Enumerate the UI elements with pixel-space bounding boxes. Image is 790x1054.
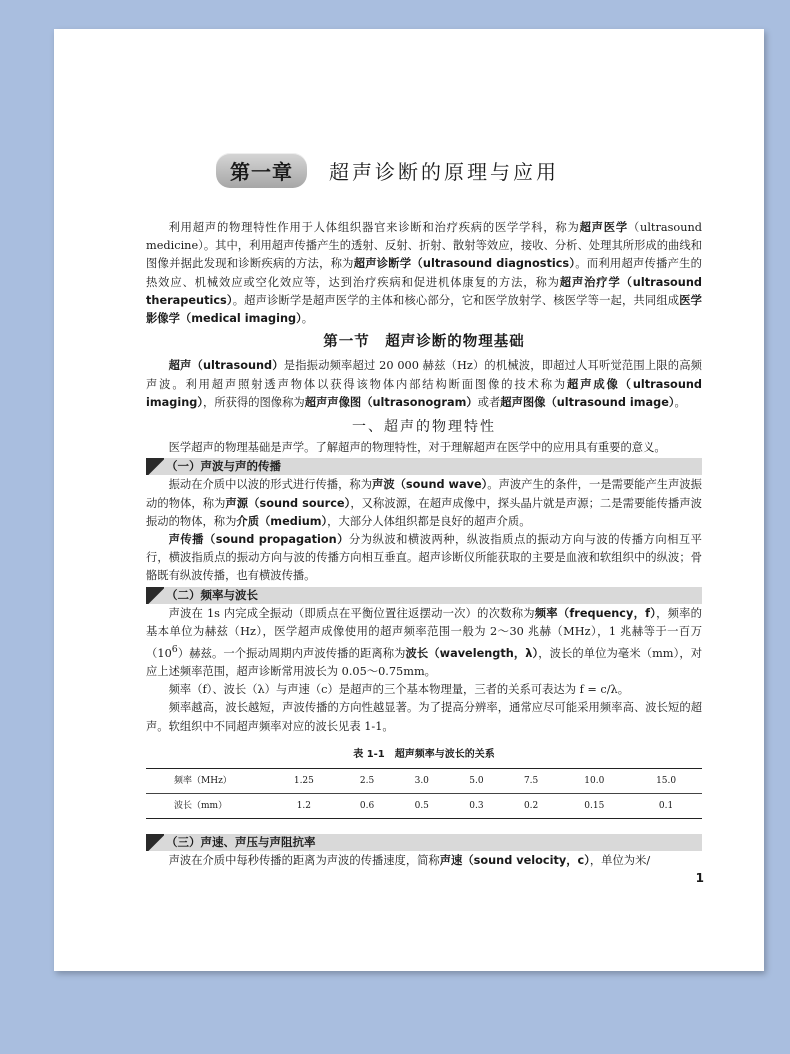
chapter-heading — [216, 153, 559, 188]
table-cell: 5.0 — [449, 769, 504, 794]
table-cell: 0.15 — [584, 801, 605, 812]
intro-paragraph: 利用超声的物理特性作用于人体组织器官来诊断和治疗疾病的医学学科，称为超声医学（ultrasound medicine）。其中，利用超声传播产生的透射、反射、折射、散射等效应，接收、分析、处理其所形成的曲线和图像并据此发现和诊断疾病的方法，称为超声诊断学（ultrasound diagnostics）。而利用超声传播产生的热效应、机械效应或空化效应等，达到治疗疾病和促进机体康复的方法，称为超声治疗学（ultrasound therapeutics）。超声诊断学是超声医学的主体和核心部分，它和医学放射学、核医学等一起，共同组成医学影像学（medical imaging）。 — [146, 221, 702, 326]
velocity-paragraph: 声波在介质中每秒传播的距离为声波的传播速度，简称声速（sound velocity，c），单位为米/ — [168, 854, 651, 868]
resolution-paragraph: 频率越高，波长越短，声波传播的方向性越显著。为了提高分辨率，通常应尽可能采用频率高、波长短的超声。软组织中不同超声频率对应的波长见表 1-1。 — [146, 701, 702, 733]
frequency-wavelength-table — [146, 768, 702, 819]
table-cell: 0.5 — [414, 801, 429, 812]
table-cell: 0.6 — [359, 801, 375, 812]
chapter-number-badge: 第一章 — [216, 153, 307, 188]
table-cell: 0.2 — [523, 801, 539, 812]
table-title: 表 1-1 超声频率与波长的关系 — [353, 748, 495, 760]
propagation-paragraph: 声传播（sound propagation）分为纵波和横波两种，纵波指质点的振动方向与波的传播方向相互平行，横波指质点的振动方向与波的传播方向相互垂直。超声诊断仪所能获取的主要是血液和软组织中的纵波；骨骼既有纵波传播，也有横波传播。 — [146, 533, 702, 583]
table-cell: 15.0 — [630, 769, 702, 794]
sound-wave-paragraph: 振动在介质中以波的形式进行传播，称为声波（sound wave）。声波产生的条件，一是需要能产生声波振动的物体，称为声源（sound source），又称波源，在超声成像中，探头晶片就是声源；二是需要能传播声波振动的物体，称为介质（medium），大部分人体组织都是良好的超声介质。 — [146, 478, 702, 528]
table-row-header: 波长（mm） — [174, 801, 228, 812]
relation-paragraph: 频率（f）、波长（λ）与声速（c）是超声的三个基本物理量，三者的关系可表达为 f = c/λ。 — [168, 683, 630, 697]
section-paragraph: 超声（ultrasound）是指振动频率超过 20 000 赫兹（Hz）的机械波，即超过人耳听觉范围上限的高频声波。利用超声照射透声物体以获得该物体内部结构断面图像的技术称为超声成像（ultrasound imaging），所获得的图像称为超声声像图（ultrasonogram）或者超声图像（ultrasound image）。 — [146, 359, 702, 409]
table-cell: 1.2 — [296, 801, 312, 812]
topic-bar-sound-wave: （一）声波与声的传播 — [146, 458, 702, 475]
section-title: 第一节 超声诊断的物理基础 — [323, 334, 525, 351]
table-cell: 0.3 — [469, 801, 484, 812]
table-cell: 10.0 — [558, 769, 630, 794]
document-page — [54, 29, 764, 971]
subsection-paragraph: 医学超声的物理基础是声学。了解超声的物理特性，对于理解超声在医学中的应用具有重要的意义。 — [168, 441, 666, 455]
topic-bar-frequency: （二）频率与波长 — [146, 587, 702, 604]
table-cell: 0.1 — [658, 801, 674, 812]
chapter-title: 超声诊断的原理与应用 — [329, 160, 559, 184]
page-number: 1 — [695, 871, 704, 885]
table-row-header: 频率（MHz） — [146, 769, 268, 794]
table-cell: 3.0 — [394, 769, 449, 794]
frequency-paragraph: 声波在 1s 内完成全振动（即质点在平衡位置往返摆动一次）的次数称为频率（frequency，f），频率的基本单位为赫兹（Hz），医学超声成像使用的超声频率范围一般为 2～30 兆赫（MHz），1 兆赫等于一百万$(10^6)$赫兹。一个振动周期内声波传播的距离称为波长（wavelength，λ），波长的单位为毫米（mm），对应上述频率范围，超声诊断常用波长为 0.05～0.75mm。 — [146, 606, 702, 679]
topic-bar-sound-velocity: （三）声速、声压与声阻抗率 — [146, 834, 702, 851]
page-body — [146, 219, 702, 871]
table-cell: 1.25 — [268, 769, 340, 794]
table-row — [146, 769, 702, 794]
table-cell: 7.5 — [504, 769, 559, 794]
table-cell: 2.5 — [340, 769, 395, 794]
table-row — [146, 794, 702, 819]
subsection-title: 一、超声的物理特性 — [352, 419, 496, 436]
